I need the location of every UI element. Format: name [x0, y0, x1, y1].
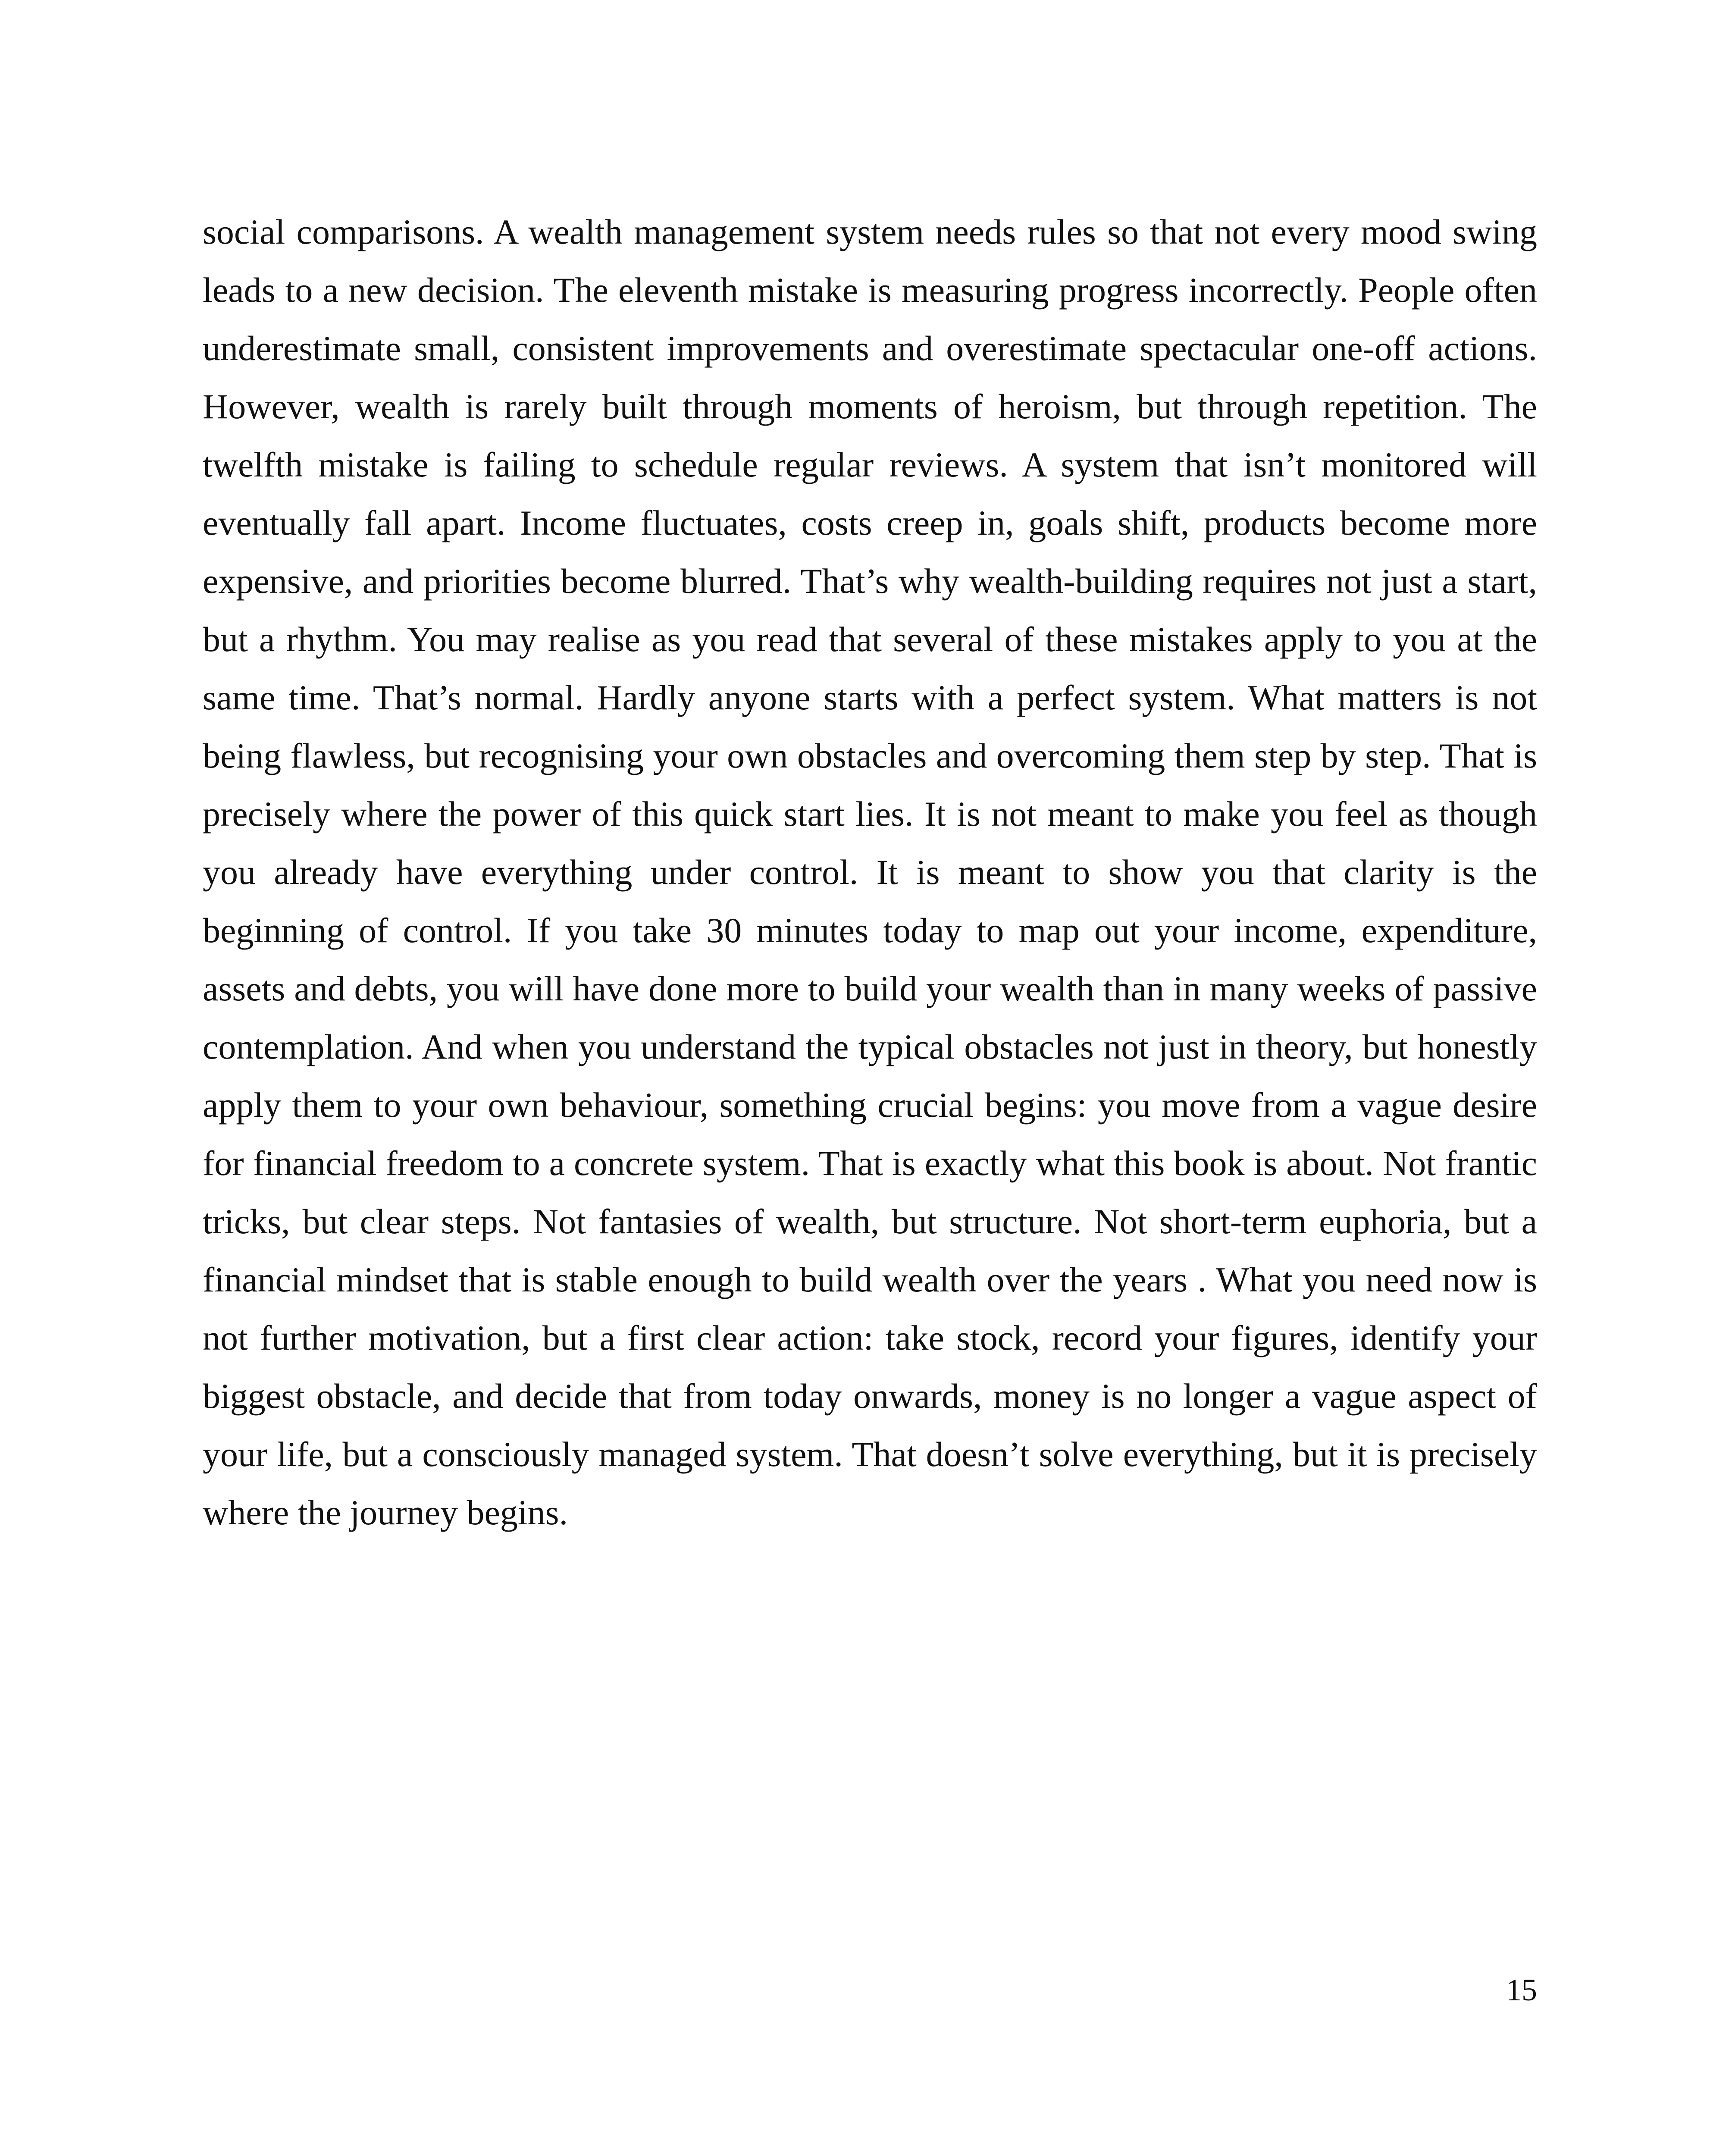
body-paragraph: social comparisons. A wealth management system needs rules so that not every mood swing leads to a new decision. The eleventh mistake is measuring progress incorrectly. People often underestimate small, consistent improvements and overestimate spectacular one-off actions. However, wealth is rarely built through moments of heroism, but through repetition. The twelfth mistake is failing to schedule regular reviews. A system that isn’t monitored will eventually fall apart. Income fluctuates, costs creep in, goals shift, products become more expensive, and priorities become blurred. That’s why wealth-building requires not just a start, but a rhythm. You may realise as you read that several of these mistakes apply to you at the same time. That’s normal. Hardly anyone starts with a perfect system. What matters is not being flawless, but recognising your own obstacles and overcoming them step by step. That is precisely where the power of this quick start lies. It is not meant to make you feel as though you already have everything under control. It is meant to show you that clarity is the beginning of control. If you take 30 minutes today to map out your income, expenditure, assets and debts, you will have done more to build your wealth than in many weeks of passive contemplation. And when you understand the typical obstacles not just in theory, but honestly apply them to your own behaviour, something crucial begins: you move from a vague desire for financial freedom to a concrete system. That is exactly what this book is about. Not frantic tricks, but clear steps. Not fantasies of wealth, but structure. Not short-term euphoria, but a financial mindset that is stable enough to build wealth over the years . What you need now is not further motivation, but a first clear action: take stock, record your figures, identify your biggest obstacle, and decide that from today onwards, money is no longer a vague aspect of your life, but a consciously managed system. That doesn’t solve everything, but it is precisely where the journey begins.: [203, 212, 1537, 1532]
page-number: 15: [1506, 1973, 1537, 2007]
